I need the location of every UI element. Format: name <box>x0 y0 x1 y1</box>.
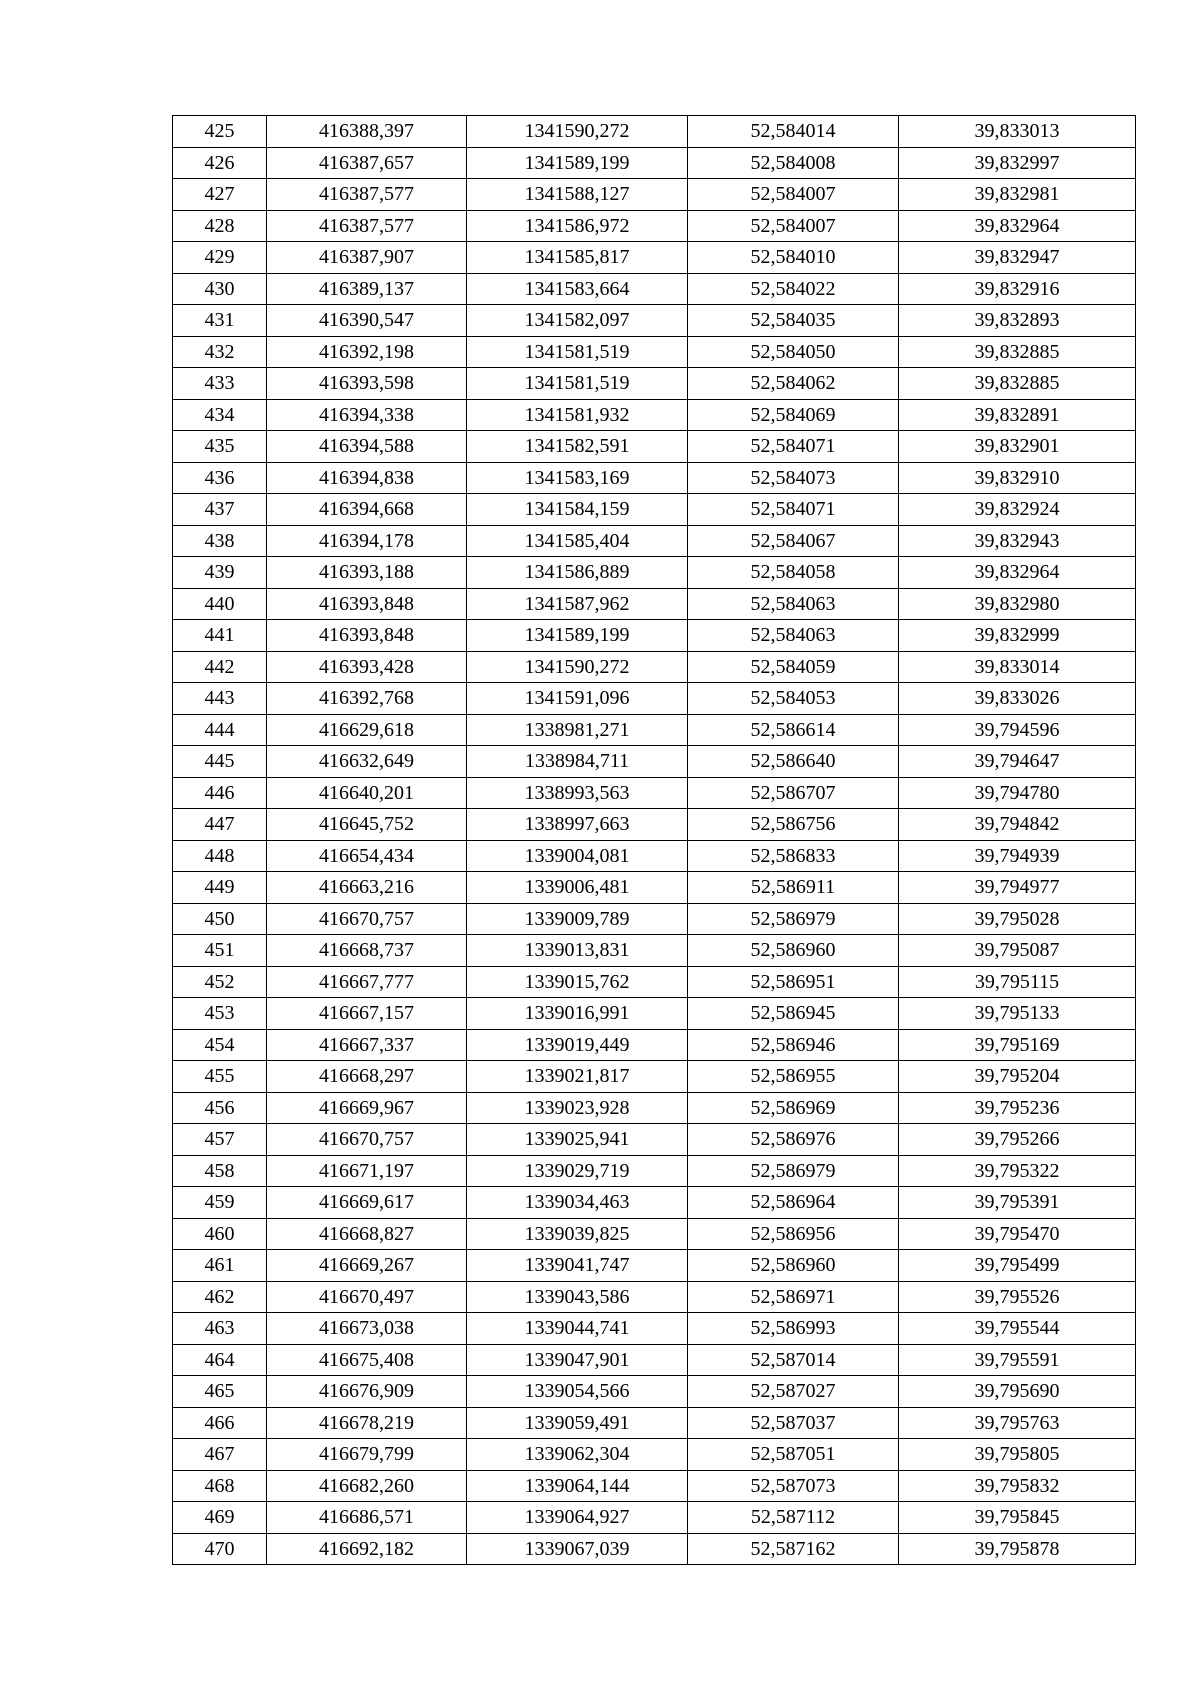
table-row <box>173 588 1136 620</box>
latitude-cell: 52,586976 <box>688 1124 899 1156</box>
latitude-cell: 52,586946 <box>688 1029 899 1061</box>
point-number-cell: 454 <box>173 1029 267 1061</box>
x-coordinate-cell: 416673,038 <box>267 1313 467 1345</box>
y-coordinate-cell: 1339006,481 <box>467 872 688 904</box>
x-coordinate-cell: 416671,197 <box>267 1155 467 1187</box>
y-coordinate-cell: 1339025,941 <box>467 1124 688 1156</box>
longitude-cell: 39,795470 <box>899 1218 1136 1250</box>
latitude-cell: 52,586951 <box>688 966 899 998</box>
table-row <box>173 714 1136 746</box>
x-coordinate-cell: 416668,297 <box>267 1061 467 1093</box>
x-coordinate-cell: 416394,838 <box>267 462 467 494</box>
latitude-cell: 52,586964 <box>688 1187 899 1219</box>
longitude-cell: 39,794596 <box>899 714 1136 746</box>
table-row <box>173 147 1136 179</box>
point-number-cell: 463 <box>173 1313 267 1345</box>
y-coordinate-cell: 1339019,449 <box>467 1029 688 1061</box>
point-number-cell: 441 <box>173 620 267 652</box>
point-number-cell: 467 <box>173 1439 267 1471</box>
y-coordinate-cell: 1341587,962 <box>467 588 688 620</box>
point-number-cell: 442 <box>173 651 267 683</box>
longitude-cell: 39,794977 <box>899 872 1136 904</box>
x-coordinate-cell: 416663,216 <box>267 872 467 904</box>
y-coordinate-cell: 1339023,928 <box>467 1092 688 1124</box>
x-coordinate-cell: 416392,768 <box>267 683 467 715</box>
longitude-cell: 39,832999 <box>899 620 1136 652</box>
longitude-cell: 39,794780 <box>899 777 1136 809</box>
latitude-cell: 52,584022 <box>688 273 899 305</box>
longitude-cell: 39,832885 <box>899 368 1136 400</box>
table-row <box>173 1502 1136 1534</box>
table-row <box>173 966 1136 998</box>
longitude-cell: 39,832924 <box>899 494 1136 526</box>
point-number-cell: 449 <box>173 872 267 904</box>
point-number-cell: 445 <box>173 746 267 778</box>
x-coordinate-cell: 416692,182 <box>267 1533 467 1565</box>
table-row <box>173 777 1136 809</box>
longitude-cell: 39,795204 <box>899 1061 1136 1093</box>
y-coordinate-cell: 1341589,199 <box>467 620 688 652</box>
y-coordinate-cell: 1341583,664 <box>467 273 688 305</box>
x-coordinate-cell: 416394,668 <box>267 494 467 526</box>
point-number-cell: 452 <box>173 966 267 998</box>
table-row <box>173 431 1136 463</box>
table-row <box>173 305 1136 337</box>
latitude-cell: 52,584071 <box>688 494 899 526</box>
table-row <box>173 368 1136 400</box>
y-coordinate-cell: 1341586,972 <box>467 210 688 242</box>
table-row <box>173 1281 1136 1313</box>
longitude-cell: 39,794939 <box>899 840 1136 872</box>
table-row <box>173 1313 1136 1345</box>
y-coordinate-cell: 1341586,889 <box>467 557 688 589</box>
x-coordinate-cell: 416654,434 <box>267 840 467 872</box>
table-row <box>173 840 1136 872</box>
table-row <box>173 1092 1136 1124</box>
y-coordinate-cell: 1339004,081 <box>467 840 688 872</box>
point-number-cell: 429 <box>173 242 267 274</box>
y-coordinate-cell: 1339044,741 <box>467 1313 688 1345</box>
latitude-cell: 52,587014 <box>688 1344 899 1376</box>
point-number-cell: 457 <box>173 1124 267 1156</box>
y-coordinate-cell: 1338993,563 <box>467 777 688 809</box>
latitude-cell: 52,584008 <box>688 147 899 179</box>
longitude-cell: 39,795133 <box>899 998 1136 1030</box>
y-coordinate-cell: 1339021,817 <box>467 1061 688 1093</box>
y-coordinate-cell: 1339029,719 <box>467 1155 688 1187</box>
latitude-cell: 52,587051 <box>688 1439 899 1471</box>
y-coordinate-cell: 1338981,271 <box>467 714 688 746</box>
latitude-cell: 52,584059 <box>688 651 899 683</box>
latitude-cell: 52,586707 <box>688 777 899 809</box>
y-coordinate-cell: 1339009,789 <box>467 903 688 935</box>
x-coordinate-cell: 416667,157 <box>267 998 467 1030</box>
latitude-cell: 52,586993 <box>688 1313 899 1345</box>
point-number-cell: 453 <box>173 998 267 1030</box>
latitude-cell: 52,584067 <box>688 525 899 557</box>
table-row <box>173 651 1136 683</box>
longitude-cell: 39,795391 <box>899 1187 1136 1219</box>
x-coordinate-cell: 416392,198 <box>267 336 467 368</box>
latitude-cell: 52,584050 <box>688 336 899 368</box>
table-row <box>173 242 1136 274</box>
point-number-cell: 439 <box>173 557 267 589</box>
longitude-cell: 39,833014 <box>899 651 1136 683</box>
longitude-cell: 39,833013 <box>899 116 1136 148</box>
x-coordinate-cell: 416394,338 <box>267 399 467 431</box>
longitude-cell: 39,832964 <box>899 210 1136 242</box>
x-coordinate-cell: 416387,577 <box>267 210 467 242</box>
longitude-cell: 39,795805 <box>899 1439 1136 1471</box>
latitude-cell: 52,584069 <box>688 399 899 431</box>
table-row <box>173 1124 1136 1156</box>
table-row <box>173 336 1136 368</box>
longitude-cell: 39,794842 <box>899 809 1136 841</box>
y-coordinate-cell: 1341584,159 <box>467 494 688 526</box>
table-row <box>173 1533 1136 1565</box>
table-row <box>173 746 1136 778</box>
point-number-cell: 470 <box>173 1533 267 1565</box>
coordinates-table <box>172 115 1136 1565</box>
longitude-cell: 39,794647 <box>899 746 1136 778</box>
longitude-cell: 39,795591 <box>899 1344 1136 1376</box>
table-row <box>173 1155 1136 1187</box>
y-coordinate-cell: 1341588,127 <box>467 179 688 211</box>
x-coordinate-cell: 416394,588 <box>267 431 467 463</box>
latitude-cell: 52,586640 <box>688 746 899 778</box>
latitude-cell: 52,587162 <box>688 1533 899 1565</box>
longitude-cell: 39,795832 <box>899 1470 1136 1502</box>
x-coordinate-cell: 416675,408 <box>267 1344 467 1376</box>
longitude-cell: 39,795526 <box>899 1281 1136 1313</box>
point-number-cell: 458 <box>173 1155 267 1187</box>
y-coordinate-cell: 1341582,591 <box>467 431 688 463</box>
latitude-cell: 52,586960 <box>688 935 899 967</box>
longitude-cell: 39,832916 <box>899 273 1136 305</box>
point-number-cell: 456 <box>173 1092 267 1124</box>
latitude-cell: 52,586614 <box>688 714 899 746</box>
y-coordinate-cell: 1339013,831 <box>467 935 688 967</box>
table-row <box>173 1439 1136 1471</box>
point-number-cell: 461 <box>173 1250 267 1282</box>
table-row <box>173 494 1136 526</box>
x-coordinate-cell: 416394,178 <box>267 525 467 557</box>
table-body <box>173 116 1136 1565</box>
table-row <box>173 935 1136 967</box>
table-row <box>173 1376 1136 1408</box>
y-coordinate-cell: 1339043,586 <box>467 1281 688 1313</box>
point-number-cell: 438 <box>173 525 267 557</box>
y-coordinate-cell: 1339064,144 <box>467 1470 688 1502</box>
x-coordinate-cell: 416670,757 <box>267 1124 467 1156</box>
x-coordinate-cell: 416393,598 <box>267 368 467 400</box>
longitude-cell: 39,833026 <box>899 683 1136 715</box>
longitude-cell: 39,795115 <box>899 966 1136 998</box>
y-coordinate-cell: 1339034,463 <box>467 1187 688 1219</box>
y-coordinate-cell: 1341590,272 <box>467 651 688 683</box>
table-row <box>173 809 1136 841</box>
point-number-cell: 440 <box>173 588 267 620</box>
longitude-cell: 39,795763 <box>899 1407 1136 1439</box>
longitude-cell: 39,832943 <box>899 525 1136 557</box>
latitude-cell: 52,584071 <box>688 431 899 463</box>
latitude-cell: 52,584035 <box>688 305 899 337</box>
table-row <box>173 1218 1136 1250</box>
longitude-cell: 39,832910 <box>899 462 1136 494</box>
latitude-cell: 52,584007 <box>688 179 899 211</box>
latitude-cell: 52,586960 <box>688 1250 899 1282</box>
table-row <box>173 179 1136 211</box>
longitude-cell: 39,832901 <box>899 431 1136 463</box>
longitude-cell: 39,832893 <box>899 305 1136 337</box>
x-coordinate-cell: 416387,907 <box>267 242 467 274</box>
point-number-cell: 443 <box>173 683 267 715</box>
table-row <box>173 998 1136 1030</box>
point-number-cell: 466 <box>173 1407 267 1439</box>
x-coordinate-cell: 416670,497 <box>267 1281 467 1313</box>
y-coordinate-cell: 1341581,519 <box>467 368 688 400</box>
point-number-cell: 465 <box>173 1376 267 1408</box>
y-coordinate-cell: 1341590,272 <box>467 116 688 148</box>
point-number-cell: 435 <box>173 431 267 463</box>
longitude-cell: 39,795845 <box>899 1502 1136 1534</box>
table-row <box>173 210 1136 242</box>
y-coordinate-cell: 1341581,519 <box>467 336 688 368</box>
point-number-cell: 425 <box>173 116 267 148</box>
point-number-cell: 462 <box>173 1281 267 1313</box>
latitude-cell: 52,584053 <box>688 683 899 715</box>
point-number-cell: 455 <box>173 1061 267 1093</box>
x-coordinate-cell: 416393,188 <box>267 557 467 589</box>
latitude-cell: 52,586945 <box>688 998 899 1030</box>
x-coordinate-cell: 416668,737 <box>267 935 467 967</box>
y-coordinate-cell: 1339015,762 <box>467 966 688 998</box>
point-number-cell: 459 <box>173 1187 267 1219</box>
latitude-cell: 52,586979 <box>688 903 899 935</box>
table-row <box>173 462 1136 494</box>
table-row <box>173 872 1136 904</box>
point-number-cell: 446 <box>173 777 267 809</box>
latitude-cell: 52,584058 <box>688 557 899 589</box>
latitude-cell: 52,586911 <box>688 872 899 904</box>
y-coordinate-cell: 1339054,566 <box>467 1376 688 1408</box>
point-number-cell: 427 <box>173 179 267 211</box>
x-coordinate-cell: 416393,848 <box>267 620 467 652</box>
table-row <box>173 1061 1136 1093</box>
x-coordinate-cell: 416686,571 <box>267 1502 467 1534</box>
longitude-cell: 39,795236 <box>899 1092 1136 1124</box>
latitude-cell: 52,586969 <box>688 1092 899 1124</box>
point-number-cell: 436 <box>173 462 267 494</box>
y-coordinate-cell: 1341591,096 <box>467 683 688 715</box>
y-coordinate-cell: 1339064,927 <box>467 1502 688 1534</box>
table-row <box>173 273 1136 305</box>
y-coordinate-cell: 1339016,991 <box>467 998 688 1030</box>
x-coordinate-cell: 416645,752 <box>267 809 467 841</box>
y-coordinate-cell: 1339041,747 <box>467 1250 688 1282</box>
x-coordinate-cell: 416388,397 <box>267 116 467 148</box>
latitude-cell: 52,584010 <box>688 242 899 274</box>
table-row <box>173 903 1136 935</box>
point-number-cell: 428 <box>173 210 267 242</box>
table-row <box>173 116 1136 148</box>
y-coordinate-cell: 1341589,199 <box>467 147 688 179</box>
point-number-cell: 430 <box>173 273 267 305</box>
table-row <box>173 1407 1136 1439</box>
point-number-cell: 433 <box>173 368 267 400</box>
x-coordinate-cell: 416632,649 <box>267 746 467 778</box>
x-coordinate-cell: 416389,137 <box>267 273 467 305</box>
table-row <box>173 1344 1136 1376</box>
x-coordinate-cell: 416670,757 <box>267 903 467 935</box>
latitude-cell: 52,586971 <box>688 1281 899 1313</box>
y-coordinate-cell: 1339039,825 <box>467 1218 688 1250</box>
x-coordinate-cell: 416393,428 <box>267 651 467 683</box>
x-coordinate-cell: 416678,219 <box>267 1407 467 1439</box>
point-number-cell: 444 <box>173 714 267 746</box>
table-row <box>173 1187 1136 1219</box>
table-row <box>173 620 1136 652</box>
latitude-cell: 52,584063 <box>688 588 899 620</box>
x-coordinate-cell: 416387,657 <box>267 147 467 179</box>
y-coordinate-cell: 1341581,932 <box>467 399 688 431</box>
y-coordinate-cell: 1339047,901 <box>467 1344 688 1376</box>
point-number-cell: 426 <box>173 147 267 179</box>
table-row <box>173 1250 1136 1282</box>
y-coordinate-cell: 1339059,491 <box>467 1407 688 1439</box>
longitude-cell: 39,795544 <box>899 1313 1136 1345</box>
y-coordinate-cell: 1341582,097 <box>467 305 688 337</box>
point-number-cell: 451 <box>173 935 267 967</box>
x-coordinate-cell: 416667,337 <box>267 1029 467 1061</box>
longitude-cell: 39,832891 <box>899 399 1136 431</box>
longitude-cell: 39,795087 <box>899 935 1136 967</box>
x-coordinate-cell: 416640,201 <box>267 777 467 809</box>
point-number-cell: 448 <box>173 840 267 872</box>
longitude-cell: 39,795169 <box>899 1029 1136 1061</box>
longitude-cell: 39,795028 <box>899 903 1136 935</box>
point-number-cell: 431 <box>173 305 267 337</box>
y-coordinate-cell: 1339062,304 <box>467 1439 688 1471</box>
table-row <box>173 399 1136 431</box>
table-row <box>173 683 1136 715</box>
latitude-cell: 52,586833 <box>688 840 899 872</box>
x-coordinate-cell: 416629,618 <box>267 714 467 746</box>
x-coordinate-cell: 416682,260 <box>267 1470 467 1502</box>
longitude-cell: 39,832964 <box>899 557 1136 589</box>
longitude-cell: 39,832980 <box>899 588 1136 620</box>
point-number-cell: 468 <box>173 1470 267 1502</box>
y-coordinate-cell: 1338984,711 <box>467 746 688 778</box>
y-coordinate-cell: 1341585,817 <box>467 242 688 274</box>
longitude-cell: 39,795690 <box>899 1376 1136 1408</box>
point-number-cell: 437 <box>173 494 267 526</box>
latitude-cell: 52,586956 <box>688 1218 899 1250</box>
x-coordinate-cell: 416393,848 <box>267 588 467 620</box>
point-number-cell: 464 <box>173 1344 267 1376</box>
longitude-cell: 39,795266 <box>899 1124 1136 1156</box>
x-coordinate-cell: 416667,777 <box>267 966 467 998</box>
y-coordinate-cell: 1338997,663 <box>467 809 688 841</box>
longitude-cell: 39,795878 <box>899 1533 1136 1565</box>
latitude-cell: 52,584014 <box>688 116 899 148</box>
latitude-cell: 52,586979 <box>688 1155 899 1187</box>
latitude-cell: 52,584063 <box>688 620 899 652</box>
longitude-cell: 39,832981 <box>899 179 1136 211</box>
latitude-cell: 52,584073 <box>688 462 899 494</box>
longitude-cell: 39,832997 <box>899 147 1136 179</box>
longitude-cell: 39,795322 <box>899 1155 1136 1187</box>
longitude-cell: 39,795499 <box>899 1250 1136 1282</box>
table-row <box>173 1470 1136 1502</box>
point-number-cell: 469 <box>173 1502 267 1534</box>
latitude-cell: 52,587027 <box>688 1376 899 1408</box>
latitude-cell: 52,587073 <box>688 1470 899 1502</box>
table-row <box>173 1029 1136 1061</box>
y-coordinate-cell: 1341583,169 <box>467 462 688 494</box>
latitude-cell: 52,584007 <box>688 210 899 242</box>
y-coordinate-cell: 1341585,404 <box>467 525 688 557</box>
latitude-cell: 52,586756 <box>688 809 899 841</box>
point-number-cell: 434 <box>173 399 267 431</box>
x-coordinate-cell: 416679,799 <box>267 1439 467 1471</box>
latitude-cell: 52,586955 <box>688 1061 899 1093</box>
x-coordinate-cell: 416669,617 <box>267 1187 467 1219</box>
longitude-cell: 39,832885 <box>899 336 1136 368</box>
latitude-cell: 52,587037 <box>688 1407 899 1439</box>
point-number-cell: 460 <box>173 1218 267 1250</box>
x-coordinate-cell: 416668,827 <box>267 1218 467 1250</box>
table-row <box>173 557 1136 589</box>
longitude-cell: 39,832947 <box>899 242 1136 274</box>
latitude-cell: 52,584062 <box>688 368 899 400</box>
x-coordinate-cell: 416669,967 <box>267 1092 467 1124</box>
x-coordinate-cell: 416676,909 <box>267 1376 467 1408</box>
point-number-cell: 432 <box>173 336 267 368</box>
latitude-cell: 52,587112 <box>688 1502 899 1534</box>
table-row <box>173 525 1136 557</box>
point-number-cell: 447 <box>173 809 267 841</box>
y-coordinate-cell: 1339067,039 <box>467 1533 688 1565</box>
x-coordinate-cell: 416390,547 <box>267 305 467 337</box>
x-coordinate-cell: 416669,267 <box>267 1250 467 1282</box>
point-number-cell: 450 <box>173 903 267 935</box>
x-coordinate-cell: 416387,577 <box>267 179 467 211</box>
